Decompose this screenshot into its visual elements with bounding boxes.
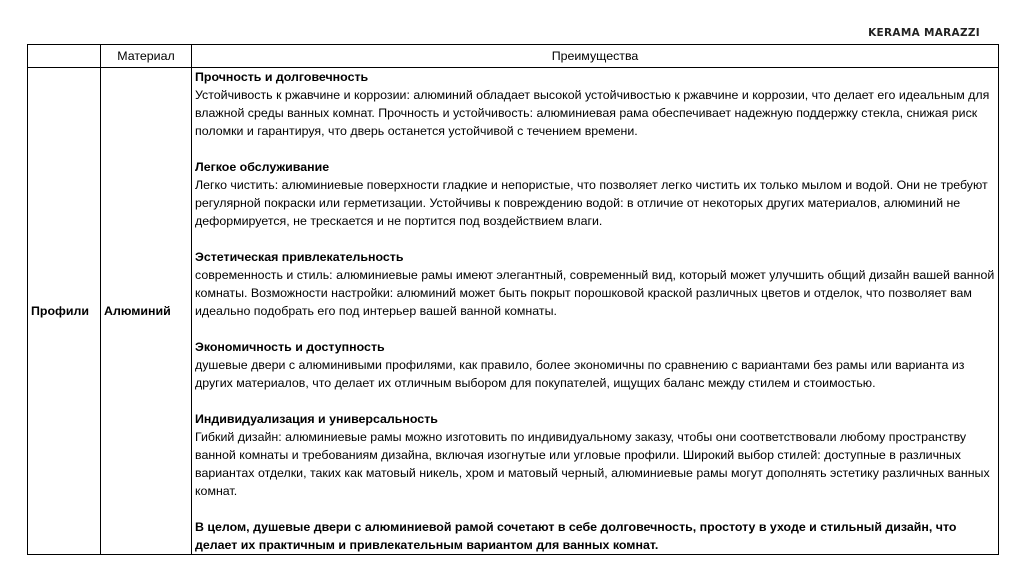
table-header-row xyxy=(28,45,999,68)
benefit-section-durability xyxy=(195,68,995,140)
section-text: Легко чистить: алюминиевые поверхности гладкие и непористые, что позволяет легко чистить их только мылом и водой. Они не требуют регулярной покраски или герметизации. Устойчивы к повреждению водой: в отличие от некоторых других материалов, алюминий не деформируется, не трескается и не портится под воздействием влаги. xyxy=(195,178,988,228)
header-benefits: Преимущества xyxy=(192,45,999,68)
category-cell: Профили xyxy=(28,68,101,555)
section-title: Легкое обслуживание xyxy=(195,160,330,174)
benefit-section-aesthetics xyxy=(195,248,995,320)
header-category xyxy=(28,45,101,68)
section-title: Экономичность и доступность xyxy=(195,340,385,354)
table-row xyxy=(28,68,999,555)
section-title: Индивидуализация и универсальность xyxy=(195,412,438,426)
materials-table xyxy=(27,44,999,555)
material-cell: Алюминий xyxy=(101,68,192,555)
header-material: Материал xyxy=(101,45,192,68)
section-text: Устойчивость к ржавчине и коррозии: алюминий обладает высокой устойчивостью к ржавчине и коррозии, что делает его идеальным для влажной среды ванных комнат. Прочность и устойчивость: алюминиевая рама обеспечивает надежную поддержку стекла, снижая риск поломки и гарантируя, что дверь останется устойчивой с течением времени. xyxy=(195,88,990,138)
section-title: Прочность и долговечность xyxy=(195,70,369,84)
benefit-section-economy xyxy=(195,338,995,392)
section-text: душевые двери с алюминивыми профилями, как правило, более экономичны по сравнению с вариантами без рамы или варианта из других материалов, что делает их отличным выбором для покупателей, ищущих баланс между стилем и стоимостью. xyxy=(195,358,965,390)
benefit-section-customization xyxy=(195,410,995,500)
brand-logo: KERAMA MARAZZI xyxy=(868,27,980,39)
benefit-section-maintenance xyxy=(195,158,995,230)
section-title: Эстетическая привлекательность xyxy=(195,250,404,264)
summary-text: В целом, душевые двери с алюминиевой рамой сочетают в себе долговечность, простоту в уходе и стильный дизайн, что делает их практичным и привлекательным вариантом для ванных комнат. xyxy=(195,520,957,552)
benefits-cell xyxy=(192,68,999,555)
section-text: современность и стиль: алюминиевые рамы имеют элегантный, современный вид, который может улучшить общий дизайн вашей ванной комнаты. Возможности настройки: алюминий может быть покрыт порошковой краской различных цветов и отделок, что позволяет вам идеально подобрать его под интерьер вашей ванной комнаты. xyxy=(195,268,995,318)
section-text: Гибкий дизайн: алюминиевые рамы можно изготовить по индивидуальному заказу, чтобы они соответствовали любому пространству ванной комнаты и требованиям дизайна, включая изогнутые или угловые профили. Широкий выбор стилей: доступные в различных вариантах отделки, таких как матовый никель, хром и матовый черный, алюминиевые рамы могут дополнять эстетику различных ванных комнат. xyxy=(195,430,990,498)
